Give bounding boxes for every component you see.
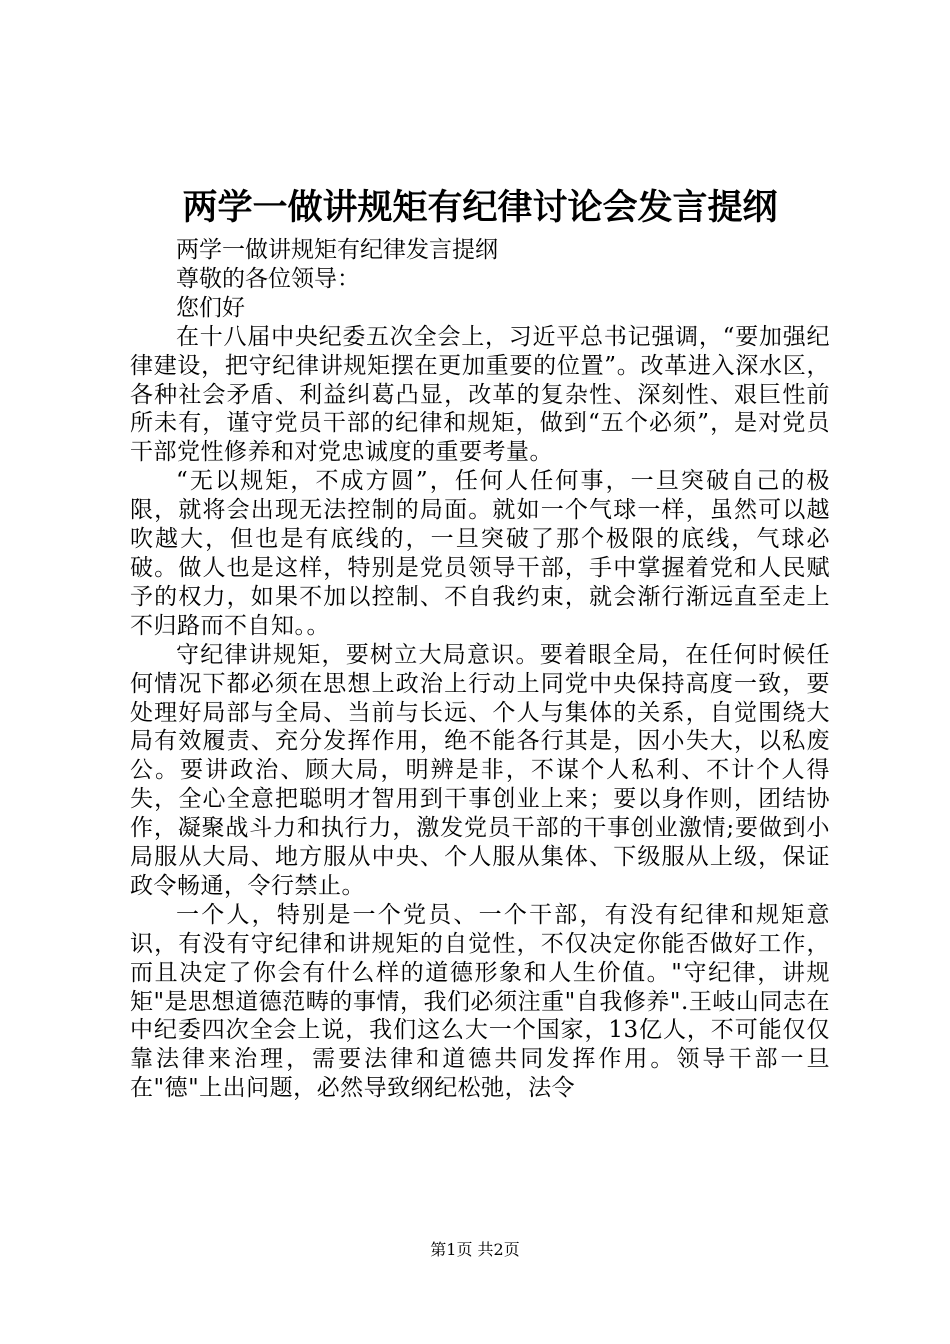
- document-body: [130, 236, 830, 1103]
- document-page: [130, 180, 830, 1103]
- paragraph-1: 在十八届中央纪委五次全会上，习近平总书记强调，“要加强纪律建设，把守纪律讲规矩摆在更加重要的位置”。改革进入深水区，各种社会矛盾、利益纠葛凸显，改革的复杂性、深刻性、艰巨性前所未有，谨守党员干部的纪律和规矩，做到“五个必须”，是对党员干部党性修养和对党忠诚度的重要考量。: [130, 323, 830, 466]
- salutation: 尊敬的各位领导：: [176, 265, 360, 292]
- page-footer: 第1页 共2页: [430, 1240, 520, 1259]
- document-title: 两学一做讲规矩有纪律讨论会发言提纲: [182, 188, 778, 228]
- greeting: 您们好: [176, 294, 245, 321]
- document-subtitle: 两学一做讲规矩有纪律发言提纲: [176, 237, 498, 263]
- paragraph-3: 守纪律讲规矩，要树立大局意识。要着眼全局，在任何时候任何情况下都必须在思想上政治上行动上同党中央保持高度一致，要处理好局部与全局、当前与长远、个人与集体的关系，自觉围绕大局有效履责、充分发挥作用，绝不能各行其是，因小失大，以私废公。要讲政治、顾大局，明辨是非，不谋个人私利、不计个人得失，全心全意把聪明才智用到干事创业上来；要以身作则，团结协作，凝聚战斗力和执行力，激发党员干部的干事创业激情;要做到小局服从大局、地方服从中央、个人服从集体、下级服从上级，保证政令畅通，令行禁止。: [130, 641, 830, 899]
- paragraph-2: “无以规矩，不成方圆”，任何人任何事，一旦突破自己的极限，就将会出现无法控制的局面。就如一个气球一样，虽然可以越吹越大，但也是有底线的，一旦突破了那个极限的底线，气球必破。做人也是这样，特别是党员领导干部，手中掌握着党和人民赋予的权力，如果不加以控制、不自我约束，就会渐行渐远直至走上不归路而不自知。。: [130, 468, 830, 639]
- paragraph-4: 一个人，特别是一个党员、一个干部，有没有纪律和规矩意识，有没有守纪律和讲规矩的自觉性，不仅决定你能否做好工作，而且决定了你会有什么样的道德形象和人生价值。"守纪律，讲规矩"是思想道德范畴的事情，我们必须注重"自我修养".王岐山同志在中纪委四次全会上说，我们这么大一个国家，13亿人，不可能仅仅靠法律来治理，需要法律和道德共同发挥作用。领导干部一旦在"德"上出问题，必然导致纲纪松弛，法令: [130, 901, 830, 1102]
